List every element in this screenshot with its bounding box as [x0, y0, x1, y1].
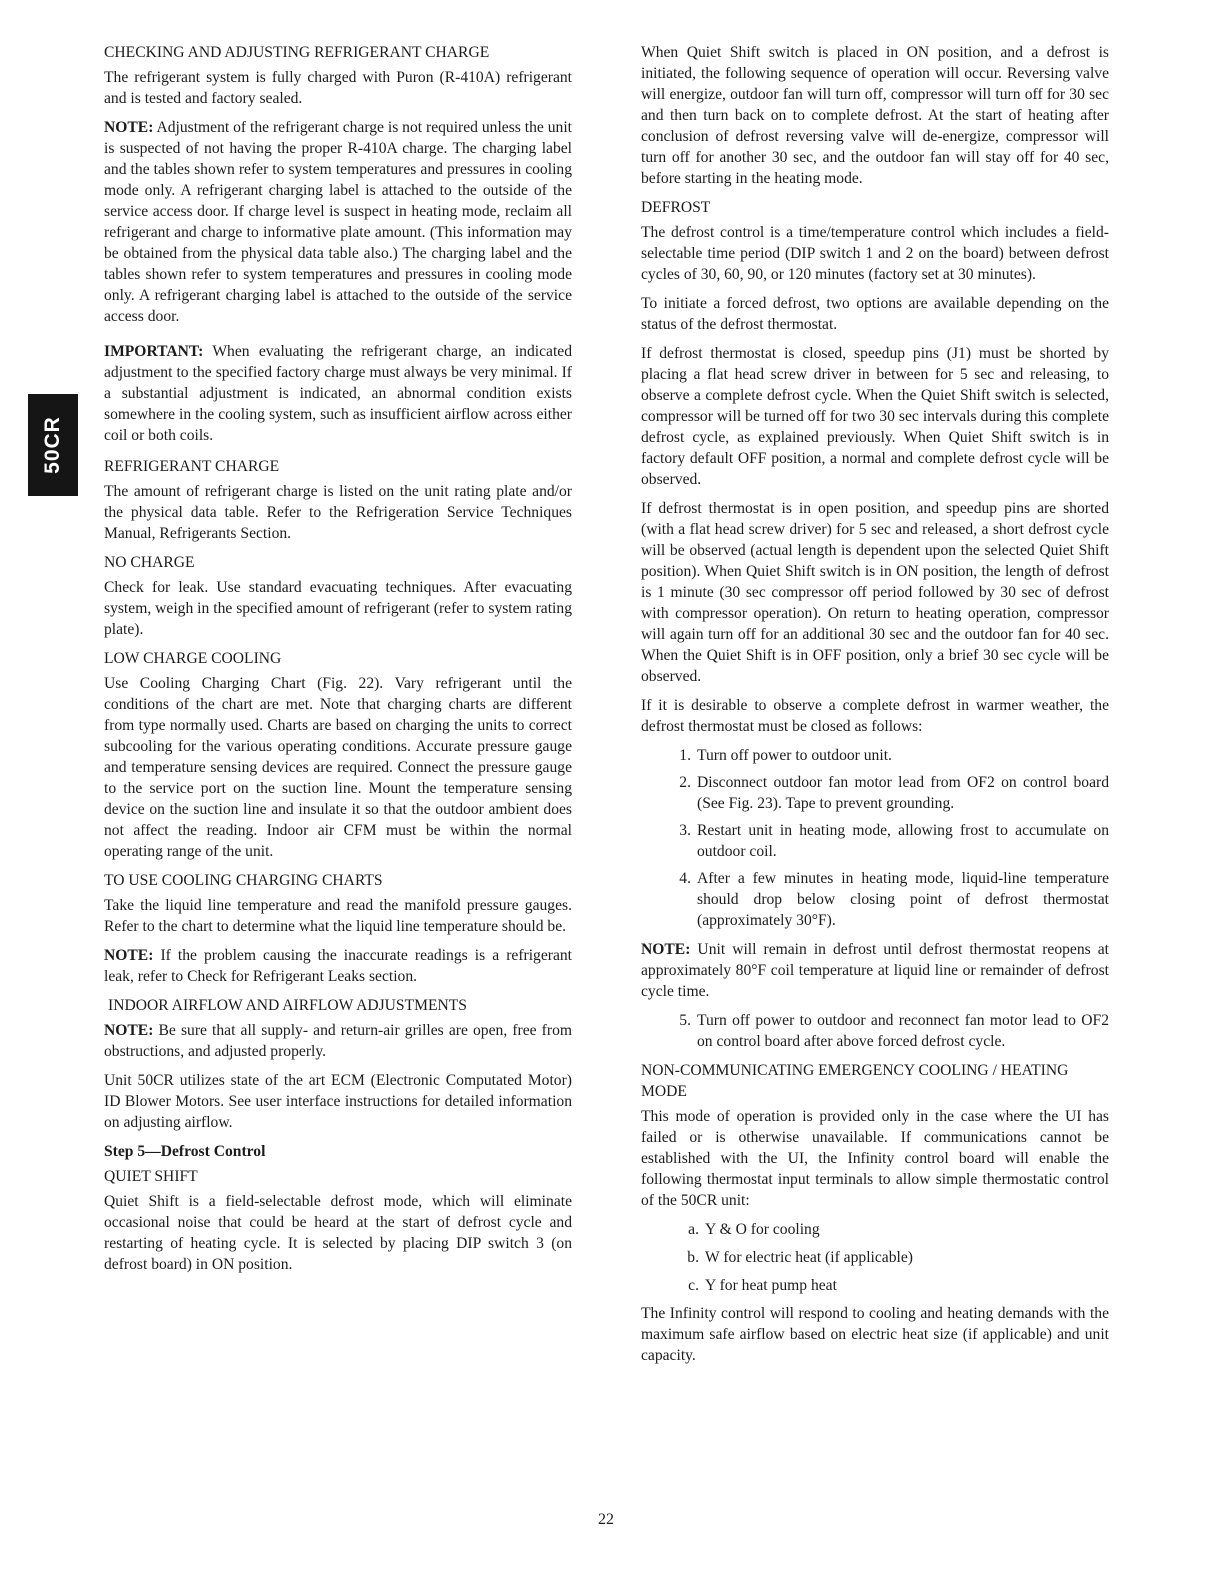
list-text: W for electric heat (if applicable) [705, 1249, 913, 1266]
heading-checking-charge: CHECKING AND ADJUSTING REFRIGERANT CHARGE [104, 44, 490, 61]
note-paragraph [104, 945, 572, 987]
defrost-steps-list [641, 745, 1109, 931]
paragraph: This mode of operation is provided only in the case where the UI has failed or is otherwise unavailable. If communications cannot be established with the UI, the Infinity control board will enable the following thermostat input terminals to allow simple thermostatic control of the 50CR unit: [641, 1108, 1109, 1209]
list-number: 2. [679, 774, 691, 791]
note-label: NOTE: [104, 119, 154, 136]
list-text: Y for heat pump heat [705, 1277, 837, 1294]
important-paragraph [104, 341, 572, 446]
paragraph: Unit 50CR utilizes state of the art ECM (Electronic Computated Motor) ID Blower Motors. See user interface instructions for detailed information on adjusting airflow. [104, 1072, 572, 1131]
note-text: Unit will remain in defrost until defrost thermostat reopens at approximately 80°F coil temperature at liquid line or remainder of defrost cycle time. [641, 941, 1109, 1000]
note-label: NOTE: [104, 947, 154, 964]
heading-no-charge: NO CHARGE [104, 554, 195, 571]
paragraph: When Quiet Shift switch is placed in ON position, and a defrost is initiated, the following sequence of operation will occur. Reversing valve will energize, outdoor fan will turn off, compressor will turn off for 30 sec and then turn back on to complete defrost. At the start of heating after conclusion of defrost reversing valve will de-energize, compressor will turn off for another 30 sec, and the outdoor fan will stay off for 40 sec, before starting in the heating mode. [641, 44, 1109, 187]
note-text: Adjustment of the refrigerant charge is not required unless the unit is suspected of not having the proper R-410A charge. The charging label and the tables shown refer to system temperatures and pressures in cooling mode only. A refrigerant charging label is attached to the outside of the service access door. If charge level is suspect in heating mode, reclaim all refrigerant and charge to informative plate amount. (This information may be obtained from the physical data table also.) The charging label and the tables shown refer to system temperatures and pressures in cooling mode only. A refrigerant charging label is attached to the outside of the service access door. [104, 119, 572, 325]
list-number: 1. [679, 747, 691, 764]
heading-refrigerant-charge: REFRIGERANT CHARGE [104, 458, 280, 475]
paragraph: The Infinity control will respond to cooling and heating demands with the maximum safe airflow based on electric heat size (if applicable) and unit capacity. [641, 1305, 1109, 1364]
page-number: 22 [598, 1511, 614, 1528]
paragraph: The amount of refrigerant charge is listed on the unit rating plate and/or the physical data table. Refer to the Refrigeration Service Techniques Manual, Refrigerants Section. [104, 483, 572, 542]
paragraph: The refrigerant system is fully charged with Puron (R-410A) refrigerant and is tested and factory sealed. [104, 69, 572, 107]
paragraph: Take the liquid line temperature and read the manifold pressure gauges. Refer to the chart to determine what the liquid line temperature should be. [104, 897, 572, 935]
heading-quiet-shift: QUIET SHIFT [104, 1168, 198, 1185]
list-text: After a few minutes in heating mode, liquid-line temperature should drop below closing point of defrost thermostat (approximately 30°F). [697, 870, 1109, 929]
side-tab [28, 394, 78, 496]
list-item [641, 820, 1109, 862]
note-paragraph [104, 117, 572, 327]
list-item [641, 1219, 1109, 1240]
paragraph: The defrost control is a time/temperature control which includes a field-selectable time period (DIP switch 1 and 2 on the board) between defrost cycles of 30, 60, 90, or 120 minutes (factory set at 30 minutes). [641, 224, 1109, 283]
list-item [641, 868, 1109, 931]
list-number: 4. [679, 870, 691, 887]
list-letter: c. [688, 1277, 699, 1294]
paragraph: If it is desirable to observe a complete defrost in warmer weather, the defrost thermostat must be closed as follows: [641, 697, 1109, 735]
list-text: Restart unit in heating mode, allowing frost to accumulate on outdoor coil. [697, 822, 1109, 860]
paragraph: If defrost thermostat is in open position, and speedup pins are shorted (with a flat head screw driver) for 5 sec and released, a short defrost cycle will be observed (actual length is dependent upon the selected Quiet Shift position). When Quiet Shift switch is in ON position, the length of defrost is 1 minute (30 sec compressor off period followed by 30 sec of defrost with compressor operation). On return to heating operation, compressor will again turn off for an additional 30 sec and the outdoor fan for 40 sec. When the Quiet Shift is in OFF position, only a brief 30 sec cycle will be observed. [641, 500, 1109, 685]
paragraph: Use Cooling Charging Chart (Fig. 22). Vary refrigerant until the conditions of the chart are met. Note that charging charts are different from type normally used. Charts are based on charging the units to correct subcooling for the various operating conditions. Accurate pressure gauge and temperature sensing devices are required. Connect the pressure gauge to the service port on the suction line. Mount the temperature sensing device on the suction line and insulate it so that the outdoor ambient does not affect the reading. Indoor air CFM must be within the normal operating range of the unit. [104, 675, 572, 860]
side-tab-label: 50CR [41, 416, 65, 474]
note-text: If the problem causing the inaccurate readings is a refrigerant leak, refer to Check for Refrigerant Leaks section. [104, 947, 572, 985]
list-number: 3. [679, 822, 691, 839]
important-label: IMPORTANT: [104, 343, 204, 360]
step-heading: Step 5—Defrost Control [104, 1143, 266, 1160]
left-column [104, 42, 572, 1283]
list-item [641, 1275, 1109, 1296]
list-item [641, 772, 1109, 814]
heading-emergency-mode: NON-COMMUNICATING EMERGENCY COOLING / HEATING MODE [641, 1062, 1069, 1100]
note-label: NOTE: [641, 941, 691, 958]
list-number: 5. [679, 1012, 691, 1029]
heading-defrost: DEFROST [641, 199, 711, 216]
list-text: Turn off power to outdoor and reconnect fan motor lead to OF2 on control board after above forced defrost cycle. [697, 1012, 1109, 1050]
heading-low-charge-cooling: LOW CHARGE COOLING [104, 650, 282, 667]
paragraph: To initiate a forced defrost, two options are available depending on the status of the defrost thermostat. [641, 295, 1109, 333]
paragraph: Check for leak. Use standard evacuating techniques. After evacuating system, weigh in the specified amount of refrigerant (refer to system rating plate). [104, 579, 572, 638]
heading-indoor-airflow: INDOOR AIRFLOW AND AIRFLOW ADJUSTMENTS [108, 997, 467, 1014]
list-text: Disconnect outdoor fan motor lead from OF2 on control board (See Fig. 23). Tape to prevent grounding. [697, 774, 1109, 812]
paragraph: Quiet Shift is a field-selectable defrost mode, which will eliminate occasional noise that could be heard at the start of defrost cycle and restarting of heating cycle. It is selected by placing DIP switch 3 (on defrost board) in ON position. [104, 1193, 572, 1273]
list-item [641, 745, 1109, 766]
list-item [641, 1247, 1109, 1268]
note-label: NOTE: [104, 1022, 154, 1039]
list-letter: b. [687, 1249, 699, 1266]
note-paragraph [104, 1020, 572, 1062]
list-letter: a. [688, 1221, 699, 1238]
note-paragraph [641, 939, 1109, 1002]
important-text: When evaluating the refrigerant charge, an indicated adjustment to the specified factory charge must always be very minimal. If a substantial adjustment is indicated, an abnormal condition exists somewhere in the cooling system, such as insufficient airflow across either coil or both coils. [104, 343, 572, 444]
thermostat-inputs-list [641, 1219, 1109, 1296]
right-column [641, 42, 1109, 1374]
heading-cooling-charging-charts: TO USE COOLING CHARGING CHARTS [104, 872, 383, 889]
list-text: Turn off power to outdoor unit. [697, 747, 892, 764]
list-text: Y & O for cooling [705, 1221, 820, 1238]
paragraph: If defrost thermostat is closed, speedup pins (J1) must be shorted by placing a flat head screw driver in between for 5 sec and releasing, to observe a complete defrost cycle. When the Quiet Shift switch is selected, compressor will be turned off for two 30 sec intervals during this complete defrost cycle, as explained previously. When Quiet Shift switch is in factory default OFF position, a normal and complete defrost cycle will be observed. [641, 345, 1109, 488]
note-text: Be sure that all supply- and return-air grilles are open, free from obstructions, and adjusted properly. [104, 1022, 572, 1060]
defrost-step-5 [641, 1010, 1109, 1052]
list-item [641, 1010, 1109, 1052]
